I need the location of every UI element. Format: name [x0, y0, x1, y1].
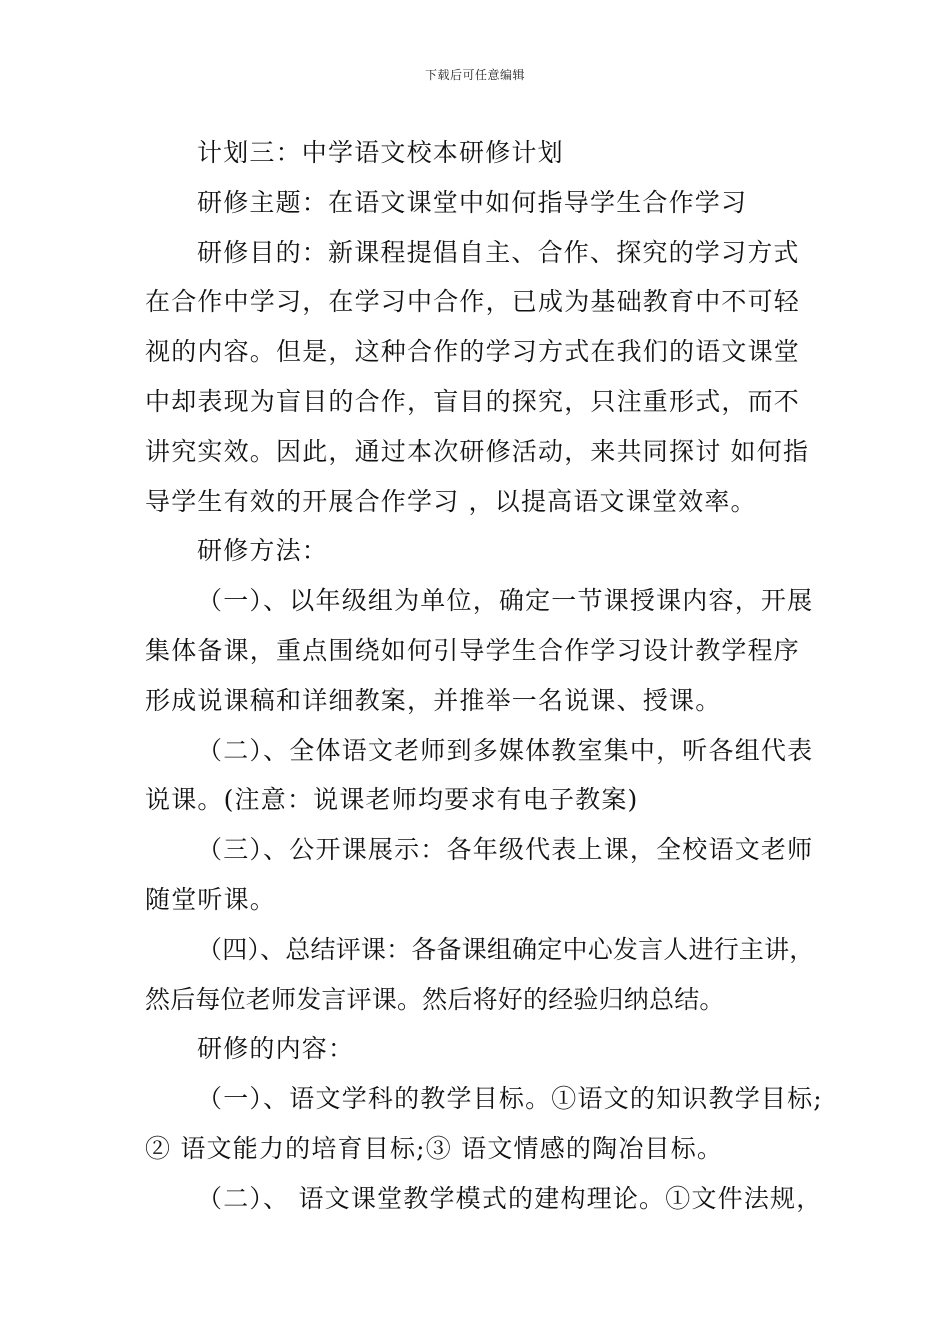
- method-item-1: （一）、以年级组为单位，确定一节课授课内容，开展集体备课，重点围绕如何引导学生合作学习设计教学程序形成说课稿和详细教案，并推举一名说课、授课。: [145, 586, 814, 715]
- study-content-heading: 研修的内容：: [197, 1034, 355, 1064]
- method-item-3: （三）、公开课展示：各年级代表上课，全校语文老师随堂听课。: [145, 835, 814, 914]
- plan-title: 计划三：中学语文校本研修计划: [197, 138, 564, 167]
- page-header: 下载后可任意编辑: [424, 68, 525, 82]
- method-item-2: （二）、全体语文老师到多媒体教室集中，听各组代表说课。(注意：说课老师均要求有电子教案): [145, 735, 814, 815]
- document-body: [145, 128, 825, 1224]
- method-item-4: （四）、总结评课：各备课组确定中心发言人进行主讲，然后每位老师发言评课。然后将好的经验归纳总结。: [145, 934, 815, 1014]
- study-theme: 研修主题：在语文课堂中如何指导学生合作学习: [197, 187, 748, 217]
- study-method-heading: 研修方法：: [197, 536, 329, 566]
- content-item-2: （二）、 语文课堂教学模式的建构理论。①文件法规，: [197, 1183, 823, 1213]
- content-item-1: （一）、语文学科的教学目标。①语文的知识教学目标;② 语文能力的培育目标;③ 语文情感的陶冶目标。: [145, 1084, 823, 1163]
- study-purpose: 研修目的：新课程提倡自主、合作、探究的学习方式在合作中学习，在学习中合作，已成为基础教育中不可轻视的内容。但是，这种合作的学习方式在我们的语文课堂中却表现为盲目的合作，盲目的探究，只注重形式，而不讲究实效。因此，通过本次研修活动，来共同探讨 如何指导学生有效的开展合作学习 ，以提高语文课堂效率。: [145, 237, 810, 516]
